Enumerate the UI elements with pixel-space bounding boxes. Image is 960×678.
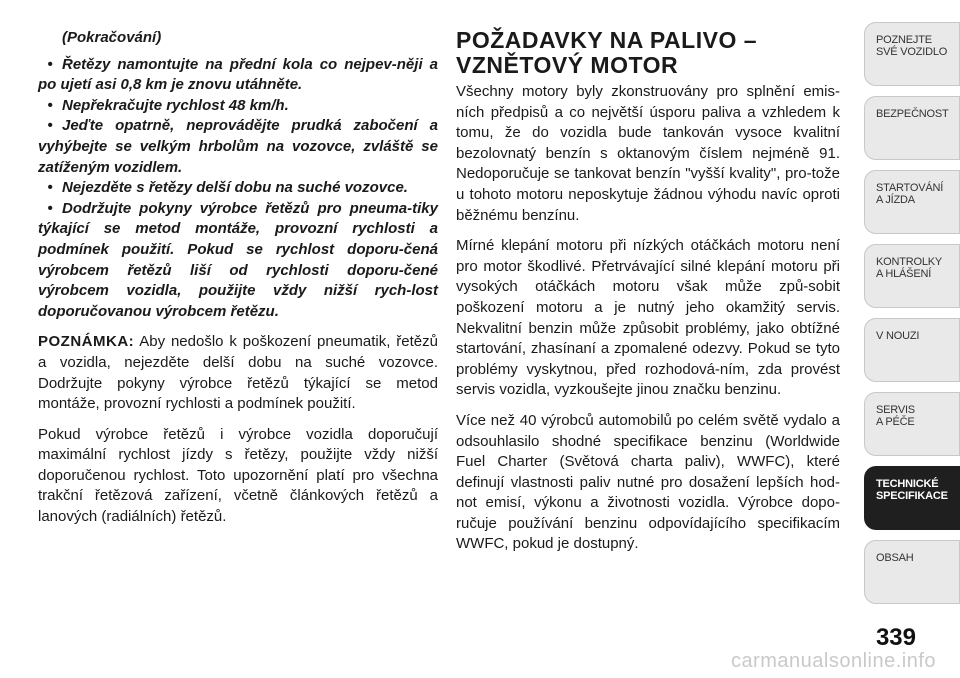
tab-technicke-specifikace[interactable] [864, 466, 960, 530]
bullet-text: Nepřekračujte rychlost 48 km/h. [62, 96, 289, 114]
right-column [456, 28, 840, 565]
tab-v-nouzi[interactable] [864, 318, 960, 382]
chapter-tab-sidebar [856, 22, 960, 632]
bullet-text: Nejezděte s řetězy delší dobu na suché vozovce. [62, 179, 408, 197]
tab-label: KONTROLKY [876, 256, 943, 268]
tab-label: A JÍZDA [876, 194, 915, 206]
left-column [38, 28, 438, 538]
bullet-text: Řetězy namontujte na přední kola co nejpev-něji a po ujetí asi 0,8 km je znovu utáhněte. [38, 55, 438, 94]
tab-label: POZNEJTE [876, 34, 932, 46]
bullet-item: • Jeďte opatrně, neprovádějte prudká zabočení a vyhýbejte se velkým hrbolům na vozovce, zvláště se zatíženým vozidlem. [38, 117, 438, 176]
body-paragraph: Pokud výrobce řetězů i výrobce vozidla doporučují maximální rychlost jízdy s řetězy, použijte vždy nižší doporučenou rychlost. Toto upozornění platí pro všechna trakční řetězová zařízení, včetně článkových řetězů a lanových (radiálních) řetězů. [38, 425, 438, 526]
tab-poznejte-sve-vozidlo[interactable] [864, 22, 960, 86]
body-paragraph: Mírné klepání motoru při nízkých otáčkách motoru není pro motor škodlivé. Přetrvávající silné klepání motoru při vysokých otáčkách motoru však může způ-sobit poškození motoru a je nutný jeho okamžitý servis. Nekvalitní benzin může způsobit problémy, jako obtížné startování, zhasínaní a zpomalené odezvy. Pokud se tyto problémy vyskytnou, před rozhodová-ním, zda provést servis vozidla, vyzkoušejte jinou značku benzinu. [456, 237, 840, 399]
bullet-item: • Nepřekračujte rychlost 48 km/h. [47, 96, 289, 114]
tab-label: TECHNICKÉ [876, 478, 939, 490]
note-paragraph [38, 332, 438, 414]
tab-label: STARTOVÁNÍ [876, 182, 944, 194]
bullet-item: • Řetězy namontujte na přední kola co nejpev-něji a po ujetí asi 0,8 km je znovu utáhněte. [38, 55, 438, 94]
tab-label: V NOUZI [876, 330, 920, 342]
bullet-item: • Nejezděte s řetězy delší dobu na suché vozovce. [47, 179, 408, 197]
page-number: 339 [875, 624, 916, 651]
title-line-1: POŽADAVKY NA PALIVO – [456, 27, 758, 53]
note-text: Aby nedošlo k poškození pneumatik, řetězů a vozidla, nejezděte delší dobu na suché vozovce. Dodržujte pokyny výrobce řetězů týkající se metod montáže, provozní rychlosti a podmínek použití. [38, 333, 438, 413]
tab-label: BEZPEČNOST [876, 108, 949, 120]
tab-startovani-a-jizda[interactable] [864, 170, 960, 234]
title-line-2: VZNĚTOVÝ MOTOR [456, 52, 679, 78]
tab-label: OBSAH [876, 552, 914, 564]
note-label: POZNÁMKA: [38, 333, 135, 351]
bullet-text: Jeďte opatrně, neprovádějte prudká zabočení a vyhýbejte se velkým hrbolům na vozovce, zvláště se zatíženým vozidlem. [38, 117, 438, 176]
section-title [456, 28, 840, 78]
tab-obsah[interactable] [864, 540, 960, 604]
tab-label: SERVIS [876, 404, 915, 416]
body-paragraph: Více než 40 výrobců automobilů po celém světě vydalo a odsouhlasilo shodné specifikace benzinu (Worldwide Fuel Charter (Světová charta paliv), WWFC), které definují vlastnosti paliv nutné pro dosažení lepších hod-not emisí, výkonu a životnosti vozidla. Výrobce dopo-ručuje používání benzinu odpovídajícího specifikacím WWFC, pokud je dostupný. [456, 411, 840, 553]
continued-label: (Pokračování) [62, 29, 162, 46]
tab-bezpecnost[interactable] [864, 96, 960, 160]
bullet-item: • Dodržujte pokyny výrobce řetězů pro pneuma-tiky týkající se metod montáže, provozní rychlosti a podmínek použití. Pokud se rychlost doporu-čená výrobcem řetězů liší od rychlosti doporu-čené výrobcem vozidla, použijte vždy nižší rych-lost doporučovanou výrobcem řetězu. [38, 199, 438, 320]
watermark: carmanualsonline.info [730, 650, 936, 672]
tab-kontrolky-a-hlaseni[interactable] [864, 244, 960, 308]
tab-label: SVÉ VOZIDLO [876, 46, 948, 58]
tab-label: A HLÁŠENÍ [876, 268, 932, 280]
body-paragraph: Všechny motory byly zkonstruovány pro splnění emis-ních předpisů a co největší úsporu paliva a vzhledem k tomu, že do vozidla bude tankován vysoce kvalitní bezolovnatý benzín s oktanovým číslem nejméně 91. Nedoporučuje se tankovat benzín "vyšší kvality", pro-tože u tohoto motoru neposkytuje žádnou výhodu navíc oproti běžnému benzínu. [456, 83, 840, 224]
tab-label: SPECIFIKACE [876, 490, 948, 502]
tab-label: A PÉČE [876, 416, 915, 428]
tab-servis-a-pece[interactable] [864, 392, 960, 456]
bullet-text: Dodržujte pokyny výrobce řetězů pro pneuma-tiky týkající se metod montáže, provozní rychlosti a podmínek použití. Pokud se rychlost doporu-čená výrobcem řetězů liší od rychlosti doporu-čené výrobcem vozidla, použijte vždy nižší rych-lost doporučovanou výrobcem řetězu. [38, 199, 438, 320]
